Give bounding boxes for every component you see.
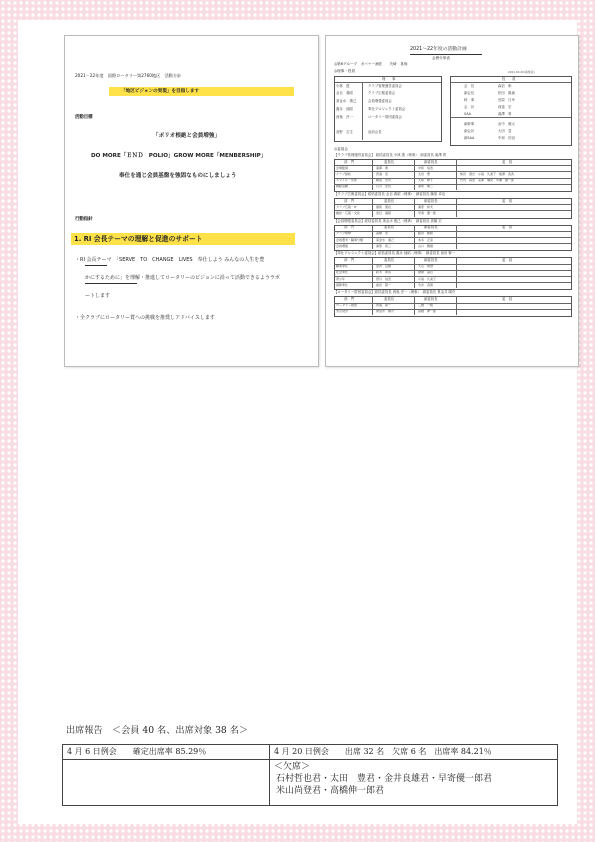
meeting-1-detail — [63, 760, 270, 806]
district-policy-page — [64, 35, 319, 367]
officer-role: 副幹事 — [464, 121, 475, 126]
director-committee: ロータリー財団委員会 — [368, 114, 402, 119]
committee-row-vice: 財津 高幻 — [418, 270, 434, 275]
officers-header: 役 員 — [502, 76, 516, 81]
officer-role: 幹 事 — [464, 97, 475, 102]
col-iin: 委 員 — [502, 159, 513, 164]
director-name: 斎金水 康己 — [336, 99, 357, 104]
committee-row-bumon: クラブ財政 — [336, 171, 352, 176]
committee-row-members: 竹内 真浩 菜澤 琳央 早瀬 優一郎 — [460, 178, 515, 183]
committees-label: ◎委員会 — [334, 147, 348, 151]
col-iin: 委 員 — [502, 257, 513, 262]
item-1-line-a: ・RI 会長テーマ 「SERVE TO CHANGE LIVES 奉仕しよう みんなの人生を豊 — [75, 257, 265, 263]
goal-3: 奉仕を通じ会員基盤を強固なものにしましょう — [119, 173, 237, 179]
director-committee: 直前会長 — [368, 130, 382, 135]
committee-row-vice: 天山 尚登 — [418, 264, 434, 269]
col-fuku: 副委員長 — [424, 225, 438, 230]
committee-row-chair: 石川 宏也 — [376, 184, 392, 189]
col-bumon: 部 門 — [344, 159, 355, 164]
committee-row-vice: 本多 正彦 — [418, 237, 434, 242]
committee-row-vice: 中和 信治 — [418, 165, 434, 170]
committee-row-chair: 諸智 達也 — [376, 204, 392, 209]
goal-1: 「ポリオ根絶と会員増強」 — [153, 133, 221, 139]
director-name: 小林 透 — [336, 83, 350, 88]
absent-names-1: 石村哲也君・太田 豊君・金井良雄君・早寄優一郎君 — [276, 774, 493, 784]
committee-row-bumon: スマイル・出席 — [336, 178, 357, 183]
committee-row-bumon: 職業奉仕 — [336, 264, 349, 269]
plan-subtitle: 会務分掌表 — [432, 56, 450, 60]
meeting-1-summary: 4 月 6 日例会 確定出席率 85.29％ — [63, 745, 270, 760]
committee-row-chair: 金井 良雄 — [376, 264, 392, 269]
officer-role: 会 長 — [464, 83, 475, 88]
col-iincho: 委員長 — [384, 257, 395, 262]
officer-role: 副会計 — [464, 128, 475, 133]
committee-row-bumon: 青少年 — [336, 276, 346, 281]
absent-names-2: 米山尚登君・高橋伸一郎君 — [276, 786, 385, 796]
col-bumon: 部 門 — [344, 257, 355, 262]
attendance-title: 出席報告 ＜会員 40 名、出席対象 38 名＞ — [66, 725, 249, 736]
committee-row-bumon: 社会奉仕 — [336, 270, 349, 275]
committee-row-bumon: 米山奨学 — [336, 309, 349, 314]
committee-row-vice: 滝原 和夫 — [418, 204, 434, 209]
committee-row-chair: 金目 義昭 — [376, 210, 392, 215]
director-name: 金目 義昭 — [336, 91, 353, 96]
col-fuku: 副委員長 — [424, 159, 438, 164]
director-committee: クラブ管理運営委員会 — [368, 83, 402, 88]
committee-row-vice: 滝原 陳二 — [418, 184, 434, 189]
committee-row-bumon: クラブ研修 — [336, 231, 352, 236]
committee-row-chair: 前田 賢一 — [376, 282, 392, 287]
officer-role: 副SAA — [464, 135, 475, 140]
directors-header: 理 事 — [382, 76, 396, 81]
absent-label: ＜欠席＞ — [274, 762, 311, 772]
item-2: ・全クラブにロータリー賞への挑戦を推奨しアドバイスします — [75, 315, 215, 321]
committee-row-bumon: 会員選考・職業分類 — [336, 237, 364, 242]
director-name: 西嶌 淳一 — [336, 114, 353, 119]
officer-role: 会 計 — [464, 105, 475, 110]
meeting-2-absent — [270, 760, 558, 806]
group-line: ◎第6グループ ガバナー補佐 矢﨑 喜尚 — [334, 62, 408, 66]
officers-label: ◎理事・役員 — [334, 69, 356, 73]
committee-row-chair: 西川 信治 — [376, 276, 392, 281]
committee-row-bumon: 会員増強 — [336, 243, 349, 248]
committee-row-vice: 小島 久美子 — [418, 276, 437, 281]
officer-name: 森信 彰 — [498, 83, 512, 88]
col-iin: 委 員 — [502, 198, 513, 203]
committee-row-vice: 太田 豊 — [418, 171, 431, 176]
officer-role: 副会長 — [464, 90, 475, 95]
committee-row-vice: 早寄 優一郎 — [418, 210, 437, 215]
col-iincho: 委員長 — [384, 225, 395, 230]
policy-label: 行動指針 — [75, 217, 93, 222]
committee-1-heading: 【クラブ管理運営委員会】 総括委員長 小林 透（理事） 副委員長 滝澤 貴 — [334, 153, 447, 157]
officer-name: 松田 隆嵐 — [498, 90, 515, 95]
officer-name: 大田 豊 — [498, 128, 512, 133]
committee-4-heading: 【奉仕プロジェクト委員会】総括委員長 鑫氷 純昭（理事） 副委員長 前田 賢一 — [334, 251, 456, 256]
committee-row-vice: 藤田 純昭 — [418, 231, 434, 236]
committee-row-chair: 高橋 宏 — [376, 231, 389, 236]
committee-row-vice: 今井 直賀 — [418, 282, 434, 287]
officer-role: SAA — [464, 112, 471, 117]
col-fuku: 副委員長 — [424, 257, 438, 262]
col-iin: 委 員 — [502, 225, 513, 230]
director-name: 鑫氷 純昭 — [336, 106, 353, 111]
committee-row-vice: 大塚 桦子 — [418, 178, 434, 183]
goal-2: DO MORE「ＥＮＤ POLIO」GROW MORE「MENBERSHIP」 — [91, 153, 267, 159]
club-organization-page — [325, 35, 579, 367]
attendance-table — [62, 744, 558, 806]
committee-row-members: 柴田 清志 小島 久美子 飯澤 直武 — [460, 171, 515, 176]
date-note: 2021.04.20(取締役) — [508, 70, 535, 74]
committee-row-chair: 滝原 希三 — [376, 243, 392, 248]
col-fuku: 副委員長 — [424, 296, 438, 301]
director-committee: 会員増強委員会 — [368, 99, 392, 104]
committee-row-bumon: ロータリー財団 — [336, 303, 358, 308]
director-name: 高野 吉生 — [336, 130, 353, 135]
committee-row-bumon: 会場監督 — [336, 165, 349, 170]
committee-row-chair: 軽島 吉司 — [376, 178, 392, 183]
officer-name: 中和 信治 — [498, 135, 515, 140]
col-bumon: 部 門 — [344, 296, 355, 301]
committee-5-heading: 【ロータリー財団委員会】総括委員長 西嶌 淳一（理事） 副委員長 貴金井 陽介 — [334, 290, 456, 295]
committee-3-heading: 【会員増強委員会】総括委員長 斎金水 康己（理事） 副委員長 高橋 宏 — [334, 218, 442, 223]
committee-row-bumon: クラブ広報・IT — [336, 204, 357, 209]
col-fuku: 副委員長 — [424, 198, 438, 203]
col-bumon: 部 門 — [344, 225, 355, 230]
goal-label: 活動目標 — [75, 115, 93, 120]
policy-banner: 「地区ビジョンの実現」を目指します — [121, 88, 200, 94]
col-iincho: 委員長 — [384, 198, 395, 203]
committee-row-chair: 西嶌 淳一 — [376, 303, 392, 308]
committee-row-bumon: 親睦活動 — [336, 184, 349, 189]
item-1-line-c: ートします — [85, 293, 111, 299]
committee-row-chair: 貴金井 陽介 — [376, 309, 395, 314]
officer-name: 長原 日幸 — [498, 97, 515, 102]
policy-header: 2021－22年度 国際ロータリー第2760地区 活動方針 — [75, 73, 182, 78]
director-committee: クラブ広報委員会 — [368, 91, 396, 96]
director-committee: 奉仕プロジェクト委員会 — [368, 106, 406, 111]
col-bumon: 部 門 — [344, 198, 355, 203]
officer-name: 西遠 宏 — [498, 105, 512, 110]
committee-row-vice: 山口 雅雄 — [418, 243, 434, 248]
meeting-2-summary: 4 月 20 日例会 出席 32 名 欠席 6 名 出席率 84.21％ — [270, 745, 558, 760]
committee-row-chair: 西遠 宏 — [376, 171, 389, 176]
col-iincho: 委員長 — [384, 296, 395, 301]
committee-row-vice: 高橋 伸一郎 — [418, 309, 437, 314]
committee-2-heading: 【クラブ広報委員会】総括委員長 金目 義昭（理事） 副委員長 藤原 卓也 — [334, 192, 446, 196]
committee-row-chair: 斎金水 康己 — [376, 237, 395, 242]
committee-row-vice: 三橋 一昭 — [418, 303, 434, 308]
officer-name: 滝澤 貴 — [498, 112, 512, 117]
officer-name: 由中 雄太 — [498, 121, 515, 126]
committee-row-chair: 滝澤 貴 — [376, 165, 389, 170]
item-1-line-b: かにするために」を理解・推進してロータリーのビジョンに沿って活動できるようラポ — [85, 275, 280, 281]
committee-row-chair: 鈴木 尚英 — [376, 270, 392, 275]
committee-row-bumon: 雑誌・広報・文化 — [336, 210, 361, 215]
col-iin: 委 員 — [502, 296, 513, 301]
committee-row-bumon: 国際奉仕 — [336, 282, 349, 287]
section-1: 1. RI 会長テーマの理解と促進のサポート — [74, 235, 203, 243]
plan-title: 2021～22年度の活動計画 — [410, 47, 467, 52]
col-iincho: 委員長 — [384, 159, 395, 164]
